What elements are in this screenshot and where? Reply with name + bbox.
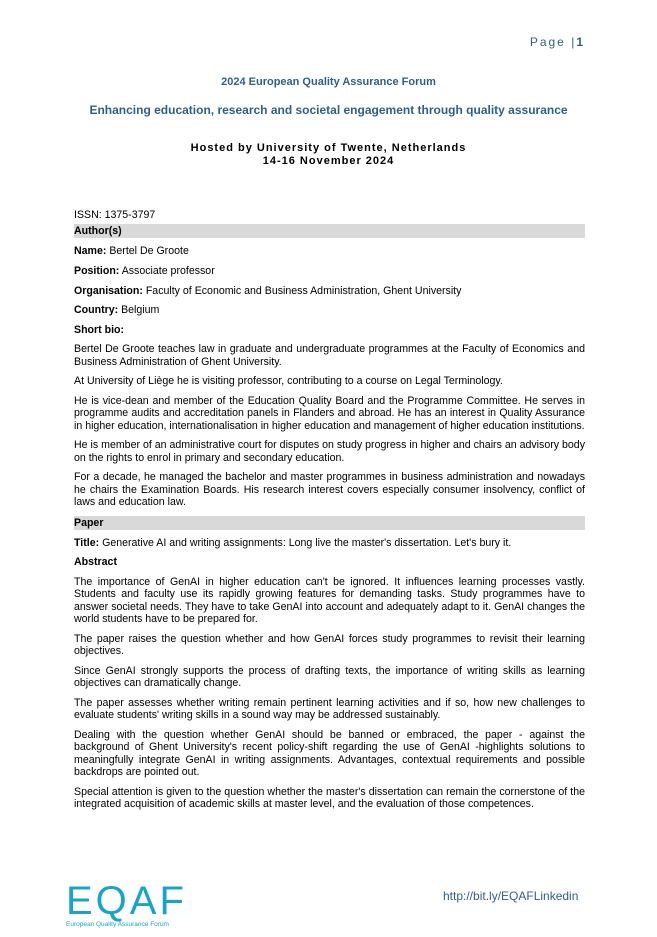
- name-value: Bertel De Groote: [109, 245, 189, 258]
- abstract-paragraph: The importance of GenAI in higher education can't be ignored. It influences learning processes vastly. Students and faculty use its rapidly growing features for demanding tasks. Study programmes have to answer societal needs. They have to take GenAI into account and adequately adapt to it. GenAI changes the world students have to be prepared for.: [74, 575, 585, 626]
- paper-section-heading: Paper: [74, 516, 585, 530]
- forum-subtitle: Enhancing education, research and societal engagement through quality assurance: [89, 103, 568, 117]
- paper-title-value: Generative AI and writing assignments: Long live the master's dissertation. Let's bury it.: [102, 536, 512, 549]
- eqaf-logo: [66, 879, 187, 928]
- issn: ISSN: 1375-3797: [74, 209, 156, 221]
- paper-title-label: Title:: [74, 536, 100, 549]
- bio-paragraph: He is vice-dean and member of the Education Quality Board and the Programme Committee. He serves in programme audits and accreditation panels in Flanders and abroad. He has an interest in Quality Assurance in higher education, internationalisation in higher education and management of higher education institutions.: [74, 394, 585, 432]
- country-label: Country:: [74, 304, 119, 317]
- page-number: [530, 35, 583, 49]
- abstract-paragraph: Since GenAI strongly supports the process of drafting texts, the importance of writing skills as learning objectives can dramatically change.: [74, 664, 585, 690]
- host-info: [0, 142, 657, 168]
- abstract-paragraph: The paper raises the question whether and how GenAI forces study programmes to revisit their learning objectives.: [74, 632, 585, 658]
- abstract-paragraph: Special attention is given to the question whether the master's dissertation can remain the cornerstone of the integrated acquisition of academic skills at master level, and the evaluation of those competences.: [74, 785, 585, 810]
- bio-paragraph: At University of Liège he is visiting professor, contributing to a course on Legal Terminology.: [74, 375, 503, 388]
- position-value: Associate professor: [121, 265, 215, 277]
- forum-title: 2024 European Quality Assurance Forum: [221, 76, 436, 88]
- bio-paragraph: Bertel De Groote teaches law in graduate and undergraduate programmes at the Faculty of Economics and Business Administration of Ghent University.: [74, 343, 585, 368]
- abstract-paragraph: The paper assesses whether writing remain pertinent learning activities and if so, how new challenges to evaluate students' writing skills in a sound way may be addressed sustainably.: [74, 696, 585, 722]
- page-separator: |: [571, 35, 577, 49]
- author-organisation-row: [74, 285, 585, 297]
- organisation-value: Faculty of Economic and Business Administration, Ghent University: [145, 284, 462, 297]
- abstract-paragraph: Dealing with the question whether GenAI should be banned or embraced, the paper - against the background of Ghent University's recent policy-shift regarding the use of GenAI -highlights solutions to meaningfully integrate GenAI in writing assignments. Advantages, contextual requirements and possible backdrops are pointed out.: [74, 728, 585, 778]
- author-section-heading: Author(s): [74, 224, 585, 238]
- author-position-row: [74, 265, 585, 277]
- bio-paragraph: For a decade, he managed the bachelor and master programmes in business administration and nowadays he chairs the Examination Boards. His research interest covers especially consumer insolvency, conflict of laws and education law.: [74, 471, 585, 509]
- bio-paragraph: He is member of an administrative court for disputes on study progress in higher and chairs an advisory body on the rights to enrol in primary and secondary education.: [74, 439, 585, 464]
- short-bio-label: Short bio:: [74, 323, 125, 336]
- paper-title-row: [74, 537, 585, 549]
- position-label: Position:: [74, 265, 120, 277]
- author-name-row: [74, 245, 585, 257]
- page-label: Page: [529, 35, 566, 49]
- date-line: 14-16 November 2024: [262, 155, 395, 167]
- name-label: Name:: [74, 245, 107, 258]
- page-number-value: 1: [576, 35, 583, 49]
- logo-subtitle: European Quality Assurance Forum: [66, 921, 169, 928]
- organisation-label: Organisation:: [74, 284, 143, 297]
- abstract-label: Abstract: [74, 556, 117, 569]
- author-country-row: [74, 304, 585, 316]
- logo-text: EQAF: [66, 879, 187, 923]
- host-line: Hosted by University of Twente, Netherlands: [190, 142, 467, 154]
- linkedin-link[interactable]: http://bit.ly/EQAFLinkedin: [443, 889, 579, 903]
- country-value: Belgium: [121, 304, 160, 317]
- main-content: [74, 209, 585, 818]
